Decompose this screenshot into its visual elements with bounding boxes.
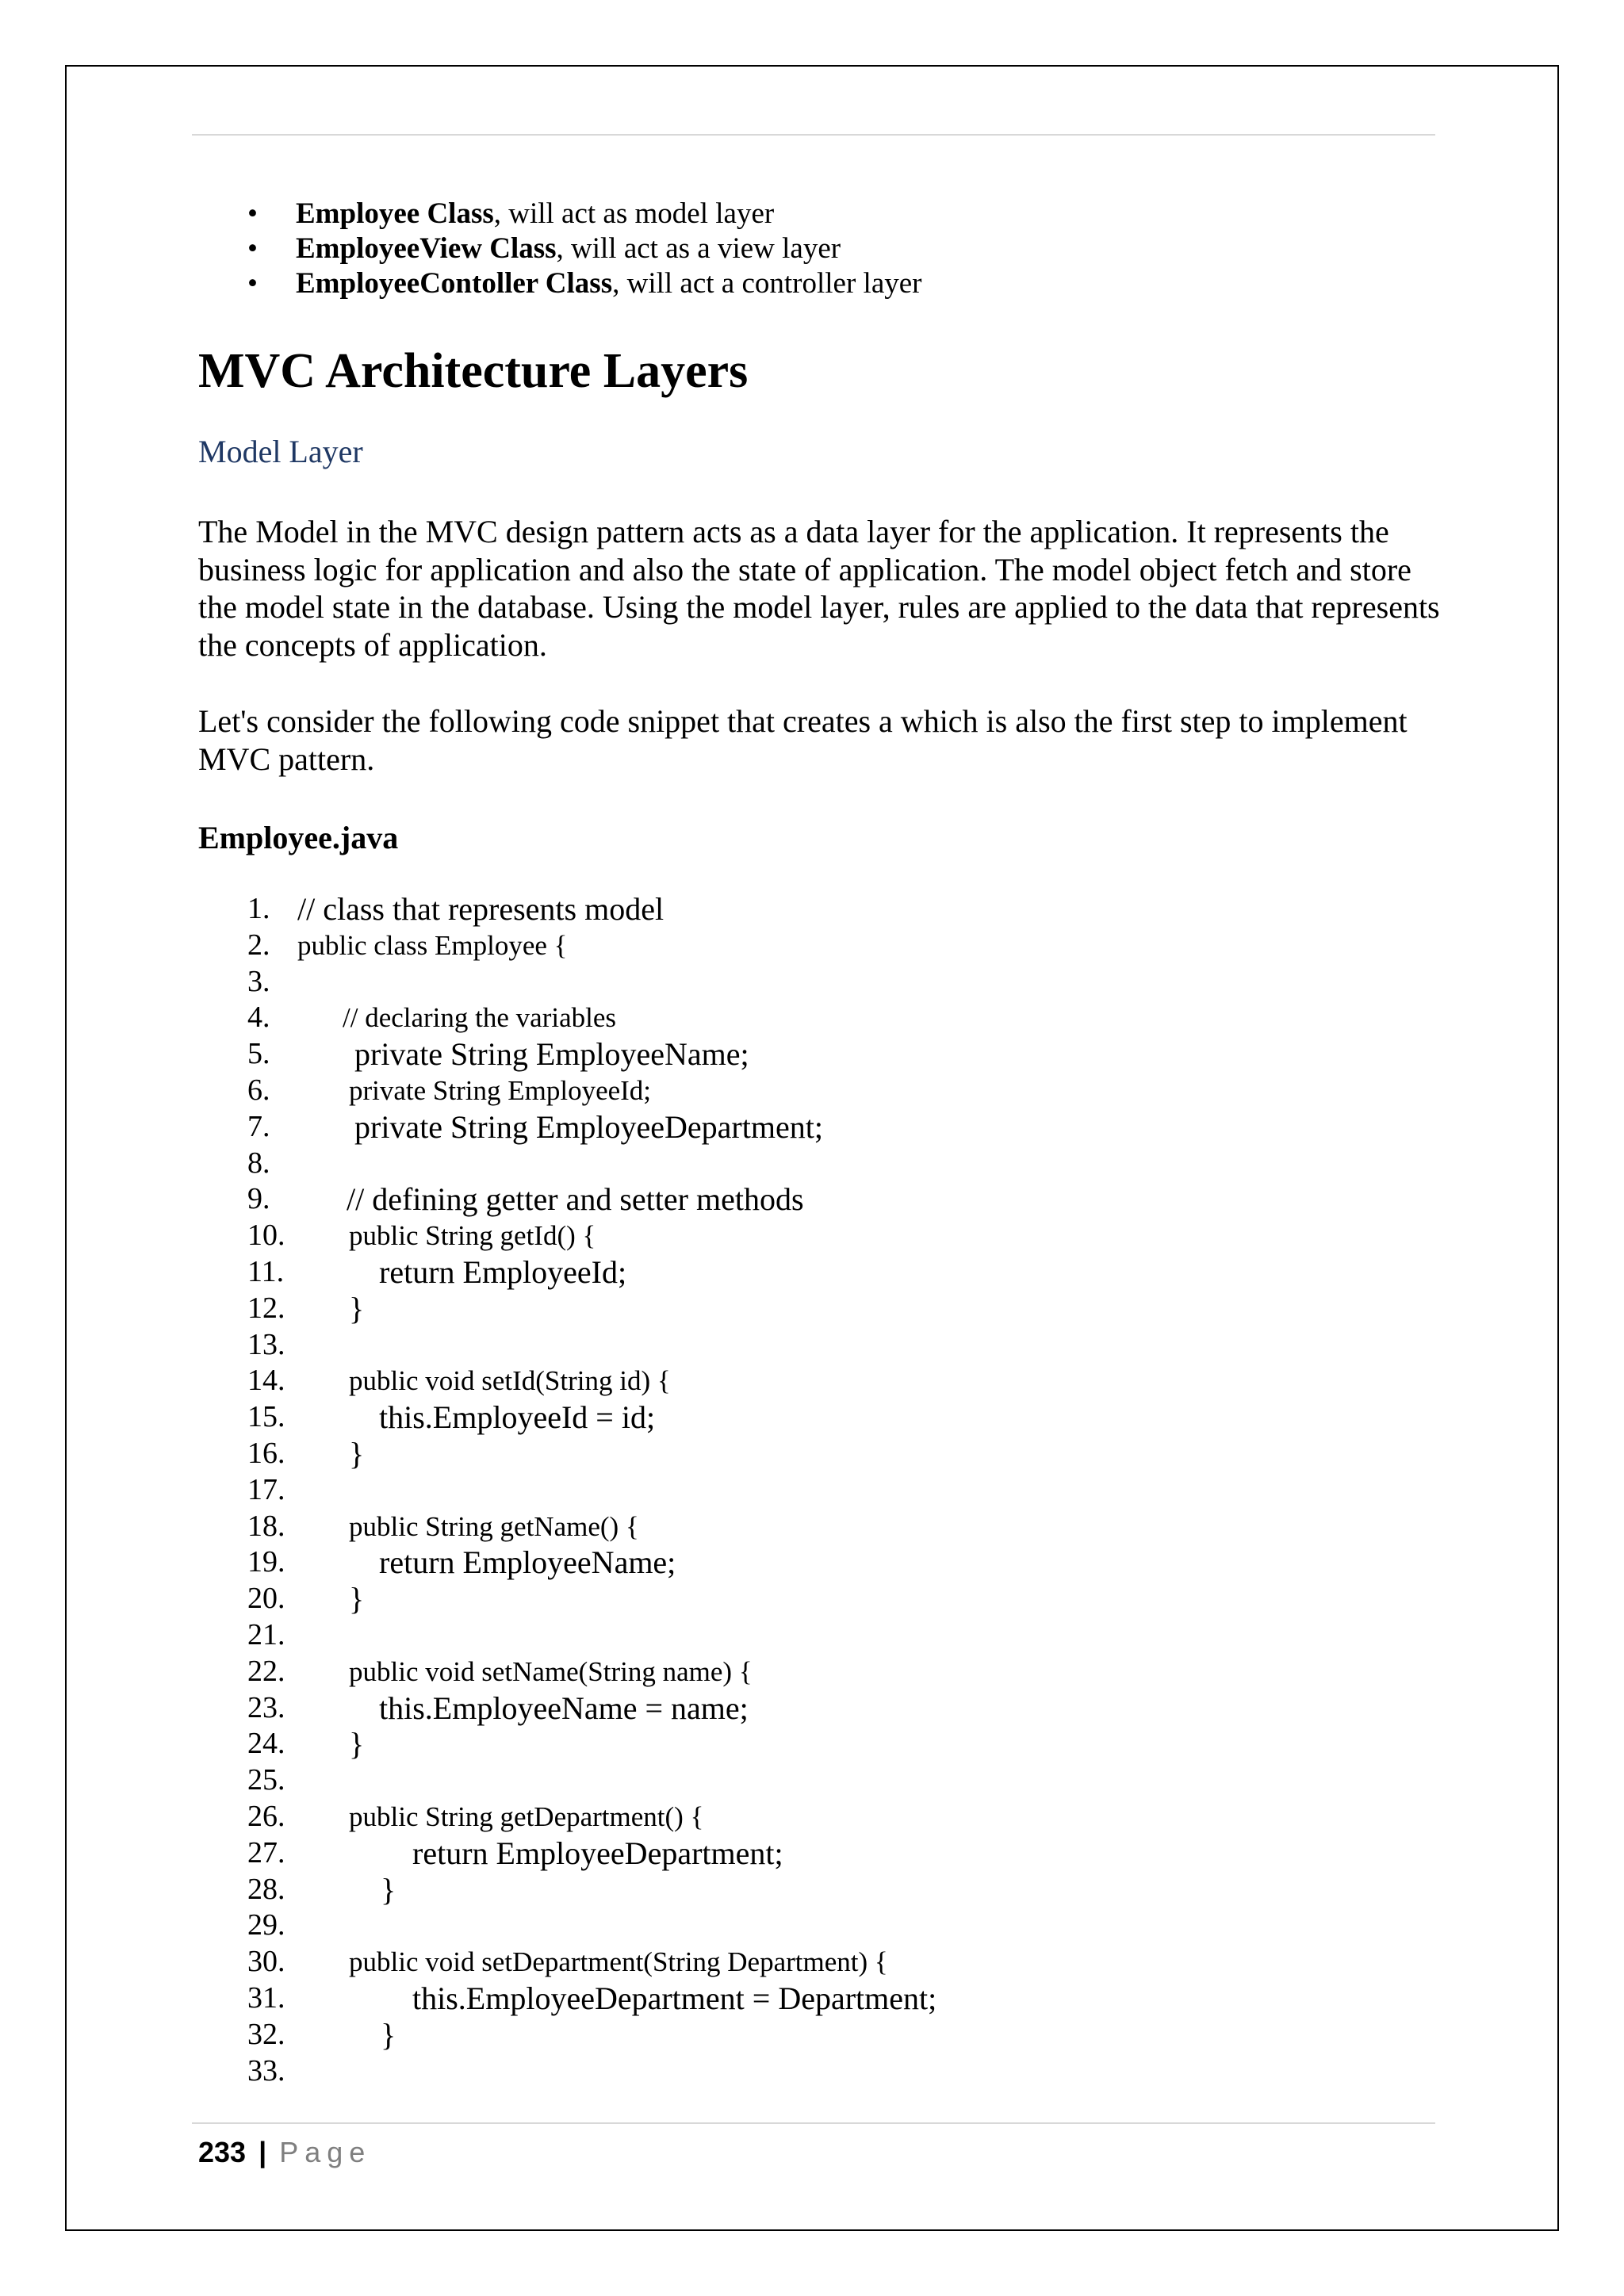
code-line [0,1509,1624,1545]
code-line [0,1762,1624,1799]
code-text: this.EmployeeDepartment = Department; [412,1980,937,2016]
line-number: 6. [247,1073,270,1107]
code-text: public String getDepartment() { [349,1800,704,1832]
code-text: public String getId() { [349,1220,596,1252]
line-number: 17. [247,1472,285,1506]
code-text: private String EmployeeName; [354,1036,749,1073]
code-line [0,1835,1624,1872]
code-text: public void setDepartment(String Department) { [349,1946,888,1978]
code-line [0,2017,1624,2053]
line-number: 10. [247,1219,285,1253]
code-line [0,1654,1624,1690]
code-text: this.EmployeeName = name; [379,1689,749,1726]
code-text: this.EmployeeId = id; [379,1399,656,1436]
code-line [0,1544,1624,1581]
code-text: private String EmployeeId; [349,1074,652,1106]
line-number: 11. [247,1254,285,1288]
bullet-bold: Employee Class [296,197,494,230]
code-text: private String EmployeeDepartment; [354,1108,823,1145]
code-text: return EmployeeName; [379,1544,676,1581]
footer-separator: | [259,2136,267,2168]
page-label: Page [279,2136,372,2168]
code-line [0,891,1624,928]
line-number: 19. [247,1545,285,1579]
code-line [0,928,1624,964]
code-intro-paragraph: Let's consider the following code snippet that creates a which is also the first step to implement MVC pattern. [198,703,1408,777]
code-text: return EmployeeId; [379,1253,627,1290]
code-line [0,1617,1624,1654]
line-number: 8. [247,1146,270,1180]
bullet-icon: • [247,197,258,230]
code-line [0,1944,1624,1980]
code-line [0,1181,1624,1218]
line-number: 25. [247,1763,285,1797]
code-line [0,1690,1624,1727]
bullet-bold: EmployeeContoller Class [296,267,613,300]
code-text: public void setId(String id) { [349,1365,671,1397]
line-number: 2. [247,928,270,962]
line-number: 33. [247,2053,285,2087]
code-line [0,1363,1624,1399]
code-text: // declaring the variables [343,1002,616,1034]
code-line [0,1036,1624,1073]
code-text: } [349,1581,365,1617]
code-line [0,1000,1624,1036]
bullet-text: , will act a controller layer [612,267,922,300]
line-number: 22. [247,1654,285,1688]
bullet-item [242,232,922,266]
bullet-icon: • [247,267,258,300]
code-text: public void setName(String name) { [349,1655,753,1687]
code-text: } [349,1726,365,1762]
code-line [0,1581,1624,1617]
code-line [0,1254,1624,1291]
code-line [0,1109,1624,1146]
line-number: 15. [247,1400,285,1434]
line-number: 7. [247,1109,270,1143]
page-number: 233 [198,2136,247,2168]
code-line [0,2053,1624,2090]
code-line [0,1726,1624,1762]
line-number: 12. [247,1291,285,1325]
line-number: 28. [247,1872,285,1906]
line-number: 31. [247,1980,285,2015]
code-line [0,1291,1624,1327]
code-text: } [381,2016,396,2053]
bullet-item [242,197,922,232]
code-line [0,1399,1624,1436]
code-text: } [349,1435,365,1471]
line-number: 29. [247,1908,285,1942]
page-footer [198,2135,371,2170]
code-line [0,1073,1624,1109]
line-number: 16. [247,1436,285,1470]
code-line [0,1980,1624,2017]
line-number: 26. [247,1799,285,1833]
bullet-item [242,266,922,301]
bullet-bold: EmployeeView Class [296,232,557,265]
footer-rule [192,2122,1435,2124]
line-number: 3. [247,964,270,998]
bullet-icon: • [247,232,258,265]
line-number: 30. [247,1945,285,1979]
code-line [0,1799,1624,1835]
model-layer-paragraph: The Model in the MVC design pattern acts as a data layer for the application. It represents the business logic for application and also the state of application. The model object fetch and store the model state in the database. Using the model layer, rules are applied to the data that represents the concepts of application. [198,514,1440,663]
code-line [0,1436,1624,1472]
code-line [0,1472,1624,1509]
line-number: 14. [247,1364,285,1398]
code-line [0,1908,1624,1944]
code-line [0,1872,1624,1908]
code-text: public String getName() { [349,1510,639,1542]
bullet-text: , will act as model layer [493,197,775,230]
line-number: 13. [247,1327,285,1361]
line-number: 24. [247,1727,285,1761]
code-text: } [349,1290,365,1326]
code-text: } [381,1871,396,1908]
section-heading: MVC Architecture Layers [198,344,749,398]
line-number: 27. [247,1835,285,1869]
class-bullet-list [242,197,922,301]
line-number: 20. [247,1582,285,1616]
code-text: // defining getter and setter methods [347,1181,804,1218]
line-number: 1. [247,892,270,925]
code-line [0,1218,1624,1254]
line-number: 5. [247,1037,270,1071]
subsection-heading: Model Layer [198,434,363,469]
bullet-text: , will act as a view layer [556,232,841,265]
header-rule [192,134,1435,136]
line-number: 32. [247,2017,285,2051]
line-number: 9. [247,1182,270,1216]
code-text: // class that represents model [297,891,665,927]
code-line [0,1327,1624,1364]
line-number: 23. [247,1690,285,1724]
code-text: return EmployeeDepartment; [412,1835,783,1871]
line-number: 4. [247,1001,270,1035]
code-line [0,1146,1624,1182]
line-number: 21. [247,1617,285,1651]
line-number: 18. [247,1509,285,1543]
file-name-heading: Employee.java [198,820,399,855]
code-text: public class Employee { [297,929,568,961]
code-listing [0,891,1624,2089]
code-line [0,964,1624,1001]
